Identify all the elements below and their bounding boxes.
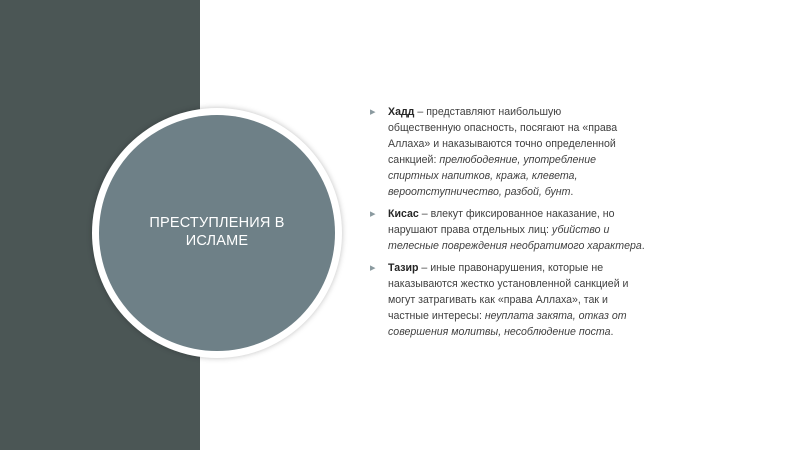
item-line xyxy=(388,152,715,168)
line-text: частные интересы: xyxy=(388,310,485,322)
term-hadd: Хадд xyxy=(388,106,415,118)
line-italic-text: спиртных напитков, кража, клевета, xyxy=(388,170,578,182)
line-italic-text: вероотступничество, разбой, бунт xyxy=(388,186,571,198)
line-text: . xyxy=(570,186,574,198)
line-italic-text: совершения молитвы, несоблюдение поста xyxy=(388,326,611,338)
line-text: нарушают права отдельных лиц: xyxy=(388,224,552,236)
item-line xyxy=(388,324,715,340)
line-text: . xyxy=(610,326,614,338)
line-italic-text: прелюбодеяние, употребление xyxy=(439,154,597,166)
bullet-icon: ▸ xyxy=(370,106,376,118)
line-text: – иные правонарушения, которые не xyxy=(418,262,604,274)
item-line xyxy=(388,222,715,238)
item-line xyxy=(388,276,715,292)
item-line xyxy=(388,292,715,308)
line-text: – представляют наибольшую xyxy=(414,106,562,118)
bullet-icon: ▸ xyxy=(370,208,376,220)
slide-title xyxy=(132,214,302,250)
line-text: общественную опасность, посягают на «права xyxy=(388,122,618,134)
line-italic-text: убийство и xyxy=(551,224,610,236)
item-line xyxy=(388,104,715,120)
line-text: . xyxy=(641,240,645,252)
item-line xyxy=(388,206,715,222)
list-item-tazir xyxy=(370,260,715,340)
line-text: могут затрагивать как «права Аллаха», так и xyxy=(388,294,608,306)
item-line xyxy=(388,120,715,136)
title-circle xyxy=(99,115,335,351)
item-line xyxy=(388,168,715,184)
line-italic-text: неуплата закята, отказ от xyxy=(484,310,627,322)
list-item-kisas xyxy=(370,206,715,254)
bullet-icon: ▸ xyxy=(370,262,376,274)
line-text: наказываются жестко установленной санкцией и xyxy=(388,278,629,290)
slide-title-line-1: ПРЕСТУПЛЕНИЯ В xyxy=(149,215,285,231)
line-text: Аллаха» и наказываются точно определенной xyxy=(388,138,616,150)
item-line xyxy=(388,308,715,324)
content-list xyxy=(370,104,715,346)
slide-title-line-2: ИСЛАМЕ xyxy=(185,233,249,249)
item-line xyxy=(388,184,715,200)
line-italic-text: телесные повреждения необратимого характера xyxy=(388,240,642,252)
item-line xyxy=(388,136,715,152)
item-line xyxy=(388,238,715,254)
term-kisas: Кисас xyxy=(388,208,419,220)
list-item-hadd xyxy=(370,104,715,200)
line-text: – влекут фиксированное наказание, но xyxy=(418,208,615,220)
item-line xyxy=(388,260,715,276)
line-text: санкцией: xyxy=(388,154,440,166)
term-tazir: Тазир xyxy=(388,262,419,274)
